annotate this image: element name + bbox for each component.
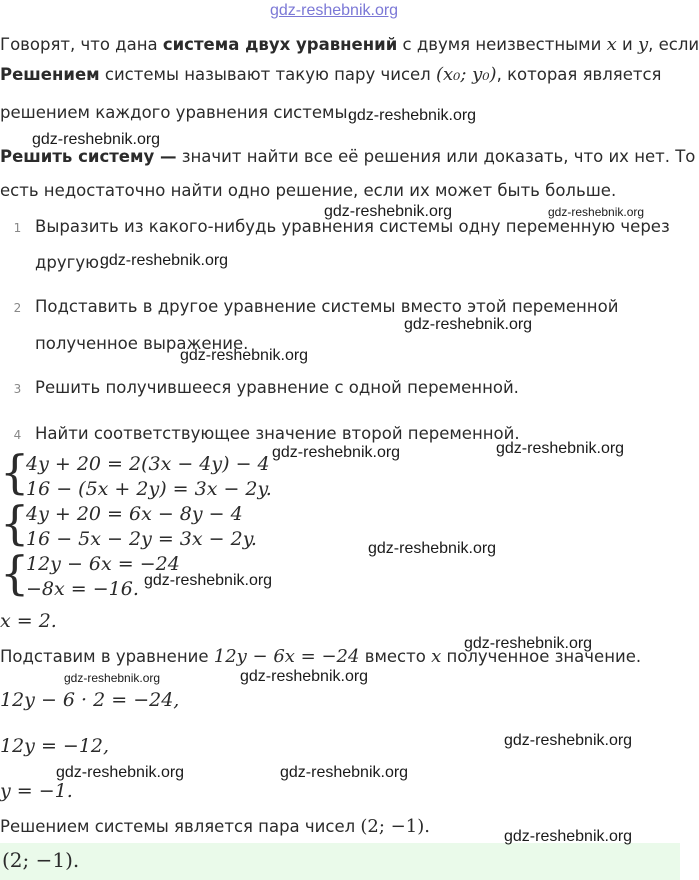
step-number: 4 bbox=[13, 428, 22, 442]
watermark: gdz-reshebnik.org bbox=[32, 131, 161, 148]
watermark: gdz-reshebnik.org bbox=[368, 540, 497, 557]
step-number: 1 bbox=[13, 221, 22, 235]
step-text: другую. bbox=[35, 253, 105, 272]
system-1-eq-2: 16 − (5x + 2y) = 3x − 2y. bbox=[26, 478, 272, 500]
equation-inline: 12y − 6x = −24 bbox=[213, 646, 360, 667]
intro-line-1 bbox=[0, 34, 699, 56]
system-brace: { bbox=[0, 496, 30, 550]
watermark: gdz-reshebnik.org bbox=[504, 732, 633, 749]
step-number: 3 bbox=[13, 382, 22, 396]
watermark: gdz-reshebnik.org bbox=[324, 203, 453, 220]
step-4 bbox=[0, 423, 520, 446]
watermark: gdz-reshebnik.org bbox=[504, 828, 633, 845]
calc-line-3: y = −1. bbox=[0, 780, 73, 802]
text: Говорят, что дана bbox=[0, 35, 163, 54]
system-2-eq-2: 16 − 5x − 2y = 3x − 2y. bbox=[26, 528, 257, 550]
bold-term-solve: Решить систему — bbox=[0, 147, 177, 166]
text: с двумя неизвестными bbox=[397, 35, 607, 54]
calc-line-1: 12y − 6 · 2 = −24, bbox=[0, 689, 180, 711]
step-text: Выразить из какого-нибудь уравнения системы одну переменную через bbox=[35, 217, 670, 236]
watermark: gdz-reshebnik.org bbox=[100, 252, 229, 269]
pair-x0-y0: (x₀; y₀) bbox=[435, 64, 497, 85]
watermark: gdz-reshebnik.org bbox=[464, 635, 593, 652]
watermark: gdz-reshebnik.org bbox=[180, 347, 309, 364]
watermark: gdz-reshebnik.org bbox=[348, 107, 477, 124]
watermark: gdz-reshebnik.org bbox=[64, 671, 161, 685]
watermark: gdz-reshebnik.org bbox=[144, 572, 273, 589]
solution-line bbox=[0, 816, 430, 838]
intro-line-5: есть недостаточно найти одно решение, если их может быть больше. bbox=[0, 181, 617, 200]
x-result: x = 2. bbox=[0, 610, 57, 632]
step-text: Подставить в другое уравнение системы вместо этой переменной bbox=[35, 297, 619, 316]
var-y: y bbox=[637, 34, 649, 55]
text: Подставим в уравнение bbox=[0, 647, 214, 666]
watermark: gdz-reshebnik.org bbox=[280, 764, 409, 781]
system-3-eq-2: −8x = −16. bbox=[26, 578, 139, 600]
bold-term-system: система двух уравнений bbox=[162, 35, 398, 54]
watermark: gdz-reshebnik.org bbox=[240, 668, 369, 685]
step-3 bbox=[0, 377, 519, 400]
watermark: gdz-reshebnik.org bbox=[496, 440, 625, 457]
watermark: gdz-reshebnik.org bbox=[404, 316, 533, 333]
step-text: полученное выражение. bbox=[35, 334, 249, 353]
system-brace: { bbox=[0, 546, 30, 600]
system-1-eq-1: 4y + 20 = 2(3x − 4y) − 4 bbox=[26, 453, 270, 475]
step-text: Найти соответствующее значение второй переменной. bbox=[35, 424, 520, 443]
text: значит найти все её решения или доказать, что их нет. То bbox=[176, 147, 696, 166]
solution-pair: (2; −1). bbox=[360, 816, 430, 837]
text: полученное значение. bbox=[441, 647, 642, 666]
watermark: gdz-reshebnik.org bbox=[548, 205, 645, 219]
step-number: 2 bbox=[13, 301, 22, 315]
text: вместо bbox=[359, 647, 432, 666]
text: Решением системы является пара чисел bbox=[0, 817, 361, 836]
watermark-top: gdz-reshebnik.org bbox=[270, 2, 399, 19]
bold-term-solution: Решением bbox=[0, 65, 100, 84]
text: системы называют такую пару чисел bbox=[99, 65, 436, 84]
answer-box bbox=[0, 843, 680, 880]
watermark: gdz-reshebnik.org bbox=[56, 764, 185, 781]
watermark: gdz-reshebnik.org bbox=[272, 444, 401, 461]
step-1-cont bbox=[0, 252, 104, 274]
var-x: x bbox=[606, 34, 617, 55]
intro-line-2 bbox=[0, 64, 661, 86]
calc-line-2: 12y = −12, bbox=[0, 735, 110, 757]
step-text: Решить получившееся уравнение с одной переменной. bbox=[35, 378, 519, 397]
var-x: x bbox=[431, 646, 442, 667]
system-brace: { bbox=[0, 445, 30, 499]
text: , если bbox=[648, 35, 699, 54]
system-2-eq-1: 4y + 20 = 6x − 8y − 4 bbox=[26, 503, 243, 525]
intro-line-3: решением каждого уравнения системы. bbox=[0, 103, 353, 122]
text: , которая является bbox=[496, 65, 662, 84]
answer-value: (2; −1). bbox=[2, 848, 80, 872]
intro-line-4 bbox=[0, 146, 695, 168]
system-3-eq-1: 12y − 6x = −24 bbox=[26, 553, 180, 575]
text: и bbox=[616, 35, 638, 54]
